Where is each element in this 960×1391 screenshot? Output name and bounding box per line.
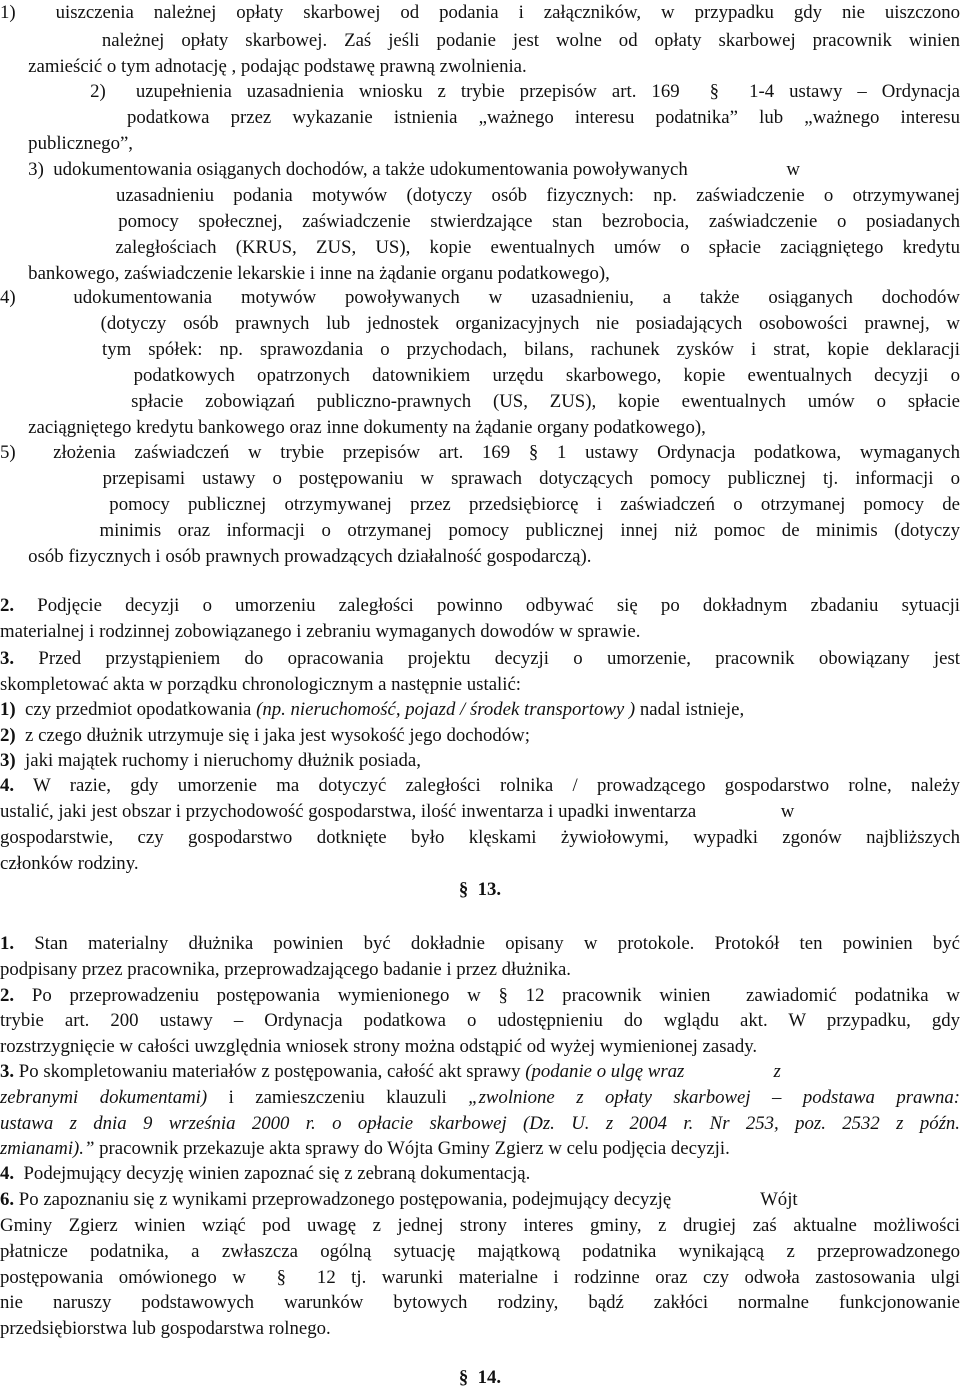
text-line <box>0 619 960 645</box>
bold-text: 2) <box>0 725 16 746</box>
text-segment: Po zapoznaniu się z wynikami przeprowadzonego postępowania, podejmujący decyzję Wójt <box>14 1189 798 1210</box>
text-segment: nadal istnieje, <box>635 699 745 720</box>
text-line <box>0 748 960 774</box>
text-segment: minimis oraz informacji o otrzymanej pomocy publicznej innej niż pomoc de minimis (dotyczy <box>0 520 960 541</box>
text-line <box>0 1008 960 1034</box>
text-line <box>0 518 960 544</box>
text-segment: bankowego, zaświadczenie lekarskie i inne na żądanie organu podatkowego), <box>0 263 610 284</box>
text-line <box>0 363 960 389</box>
italic-text: zmianami).” <box>0 1138 95 1159</box>
text-segment: spłacie zobowiązań publiczno-prawnych (US, ZUS), kopie ewentualnych umów o spłacie <box>0 391 960 412</box>
text-segment: z czego dłużnik utrzymuje się i jaka jest wysokość jego dochodów; <box>15 725 530 746</box>
text-segment: 2) uzupełnienia uzasadnienia wniosku z trybie przepisów art. 169 § 1-4 ustawy – Ordynacja <box>0 81 960 102</box>
text-line <box>0 957 960 983</box>
text-line <box>0 799 960 825</box>
bold-text: 2. <box>0 985 15 1006</box>
text-line <box>0 183 960 209</box>
italic-text: zebranymi dokumentami) <box>0 1087 208 1108</box>
text-segment: i zamieszczeniu klauzuli <box>207 1087 469 1108</box>
italic-text: „zwolnione z opłaty skarbowej – podstawa prawna: <box>468 1087 960 1108</box>
text-segment: nie naruszy podstawowych warunków bytowych rodziny, bądź zakłóci normalne funkcjonowanie <box>0 1292 960 1313</box>
text-line <box>0 415 960 441</box>
text-line <box>0 235 960 261</box>
text-line <box>0 1059 960 1085</box>
text-line <box>0 131 960 157</box>
bold-text: 6. <box>0 1189 15 1210</box>
text-line <box>0 1187 960 1213</box>
text-segment: 4) udokumentowania motywów powoływanych w uzasadnieniu, a także osiąganych dochodów <box>0 287 960 308</box>
bold-text: 1) <box>0 699 16 720</box>
text-line <box>0 931 960 957</box>
text-segment: pomocy publicznej otrzymywanej przez przedsiębiorcę i zaświadczeń o otrzymanej pomocy de <box>0 494 960 515</box>
text-line <box>0 1265 960 1291</box>
text-segment: Przed przystąpieniem do opracowania projektu decyzji o umorzenie, pracownik obowiązany jest <box>14 648 960 669</box>
text-line <box>0 1239 960 1265</box>
text-line <box>0 646 960 672</box>
text-segment: trybie art. 200 ustawy – Ordynacja podatkowa o udostępnieniu do wglądu akt. W przypadku, gdy <box>0 1010 960 1031</box>
text-line <box>0 79 960 105</box>
bold-text: 3) <box>0 750 16 771</box>
text-segment: płatnicze podatnika, a zwłaszcza ogólną sytuację majątkową podatnika wynikającą z przeprowadzonego <box>0 1241 960 1262</box>
text-line <box>0 593 960 619</box>
text-line <box>0 983 960 1009</box>
text-line <box>0 1136 960 1162</box>
text-segment: członków rodziny. <box>0 853 139 874</box>
text-line <box>0 1290 960 1316</box>
text-segment: Gminy Zgierz winien wziąć pod uwagę z jednej strony interes gminy, z drugiej zaś aktualne możliwości <box>0 1215 960 1236</box>
text-segment: 3) udokumentowania osiąganych dochodów, a także udokumentowania powoływanych w <box>0 159 800 180</box>
bold-text: 4. <box>0 1163 15 1184</box>
text-segment: Podjęcie decyzji o umorzeniu zaległości powinno odbywać się po dokładnym zbadaniu sytuacji <box>14 595 960 616</box>
text-line <box>0 697 960 723</box>
text-segment: przepisami ustawy o postępowaniu w sprawach dotyczących pomocy publicznej tj. informacji o <box>0 468 960 489</box>
italic-text: ustawa z dnia 9 września 2000 r. o opłacie skarbowej (Dz. U. z 2004 r. Nr 253, poz. 2532 z późn. <box>0 1113 960 1134</box>
bold-text: 1. <box>0 933 15 954</box>
text-line <box>0 0 960 26</box>
text-line <box>0 773 960 799</box>
text-line <box>0 209 960 235</box>
text-line <box>0 672 960 698</box>
text-line <box>0 337 960 363</box>
text-segment: przedsiębiorstwa lub gospodarstwa rolnego. <box>0 1318 331 1339</box>
text-line <box>0 1034 960 1060</box>
text-line <box>0 1365 960 1391</box>
text-line <box>0 466 960 492</box>
text-segment: podatkowych opatrzonych datownikiem urzędu skarbowego, kopie ewentualnych decyzji o <box>0 365 960 386</box>
text-segment: pracownik przekazuje akta sprawy do Wójta Gminy Zgierz w celu podjęcia decyzji. <box>94 1138 730 1159</box>
text-line <box>0 54 960 80</box>
text-line <box>0 1085 960 1111</box>
text-segment: Podejmujący decyzję winien zapoznać się z zebraną dokumentacją. <box>14 1163 531 1184</box>
text-line <box>0 544 960 570</box>
text-line <box>0 105 960 131</box>
text-line <box>0 1213 960 1239</box>
text-line <box>0 723 960 749</box>
text-line <box>0 1111 960 1137</box>
text-segment: podatkowa przez wykazanie istnienia „ważnego interesu podatnika” lub „ważnego interesu <box>0 107 960 128</box>
italic-text: (podanie o ulgę wraz z <box>525 1061 781 1082</box>
text-segment: 1) uiszczenia należnej opłaty skarbowej od podania i załączników, w przypadku gdy nie uiszczono <box>0 2 960 23</box>
text-line <box>0 157 960 183</box>
text-segment: zaległościach (KRUS, ZUS, US), kopie ewentualnych umów o spłacie zaciągniętego kredytu <box>0 237 960 258</box>
bold-text: 3. <box>0 1061 15 1082</box>
text-line <box>0 28 960 54</box>
bold-text: § 13. <box>458 879 502 900</box>
bold-text: 3. <box>0 648 15 669</box>
text-segment: W razie, gdy umorzenie ma dotyczyć zaległości rolnika / prowadzącego gospodarstwo rolne, należy <box>14 775 960 796</box>
text-segment: postępowania omówionego w § 12 tj. warunki materialne i rodzinne oraz czy odwoła zastosowania ulgi <box>0 1267 960 1288</box>
text-segment: osób fizycznych i osób prawnych prowadzących działalność gospodarczą). <box>0 546 592 567</box>
text-segment: czy przedmiot opodatkowania <box>15 699 257 720</box>
text-line <box>0 492 960 518</box>
text-segment: jaki majątek ruchomy i nieruchomy dłużnik posiada, <box>15 750 421 771</box>
text-segment: Po skompletowaniu materiałów z postępowania, całość akt sprawy <box>14 1061 526 1082</box>
text-segment: pomocy społecznej, zaświadczenie stwierdzające stan bezrobocia, zaświadczenie o posiadanych <box>0 211 960 232</box>
text-line <box>0 285 960 311</box>
text-line <box>0 825 960 851</box>
text-line <box>0 440 960 466</box>
text-segment: 5) złożenia zaświadczeń w trybie przepisów art. 169 § 1 ustawy Ordynacja podatkowa, wymaganych <box>0 442 960 463</box>
text-segment: gospodarstwie, czy gospodarstwo dotknięte było klęskami żywiołowymi, wypadki zgonów najbliższych <box>0 827 960 848</box>
text-segment: publicznego”, <box>0 133 133 154</box>
text-segment: uzasadnieniu podania motywów (dotyczy osób fizycznych: np. zaświadczenie o otrzymywanej <box>0 185 960 206</box>
text-segment: zaciągniętego kredytu bankowego oraz inne dokumenty na żądanie organy podatkowego), <box>0 417 706 438</box>
italic-text: (np. nieruchomość, pojazd / środek transportowy ) <box>256 699 636 720</box>
text-line <box>0 1316 960 1342</box>
bold-text: 2. <box>0 595 15 616</box>
text-line <box>0 261 960 287</box>
bold-text: 4. <box>0 775 15 796</box>
text-segment: materialnej i rodzinnej zobowiązanego i zebraniu wymaganych dowodów w sprawie. <box>0 621 641 642</box>
text-segment: tym spółek: np. sprawozdania o przychodach, bilans, rachunek zysków i strat, kopie deklaracji <box>0 339 960 360</box>
text-segment: rozstrzygnięcie w całości uwzględnia wniosek strony można odstąpić od wyżej wymienionej zasady. <box>0 1036 758 1057</box>
text-segment: Po przeprowadzeniu postępowania wymienionego w § 12 pracownik winien zawiadomić podatnika w <box>14 985 960 1006</box>
text-segment: Stan materialny dłużnika powinien być dokładnie opisany w protokole. Protokół ten powinien być <box>14 933 960 954</box>
text-line <box>0 851 960 877</box>
text-segment: zamieścić o tym adnotację , podając podstawę prawną zwolnienia. <box>0 56 527 77</box>
text-segment: należnej opłaty skarbowej. Zaś jeśli podanie jest wolne od opłaty skarbowej pracownik winien <box>0 30 960 51</box>
text-segment: skompletować akta w porządku chronologicznym a następnie ustalić: <box>0 674 522 695</box>
text-segment: (dotyczy osób prawnych lub jednostek organizacyjnych nie posiadających osobowości prawnej, w <box>0 313 960 334</box>
text-line <box>0 1161 960 1187</box>
text-segment: ustalić, jaki jest obszar i przychodowość gospodarstwa, ilość inwentarza i upadki inwentarza w <box>0 801 795 822</box>
text-segment: podpisany przez pracownika, przeprowadzającego badanie i przez dłużnika. <box>0 959 571 980</box>
text-line <box>0 877 960 903</box>
text-line <box>0 311 960 337</box>
text-line <box>0 389 960 415</box>
bold-text: § 14. <box>458 1367 502 1388</box>
